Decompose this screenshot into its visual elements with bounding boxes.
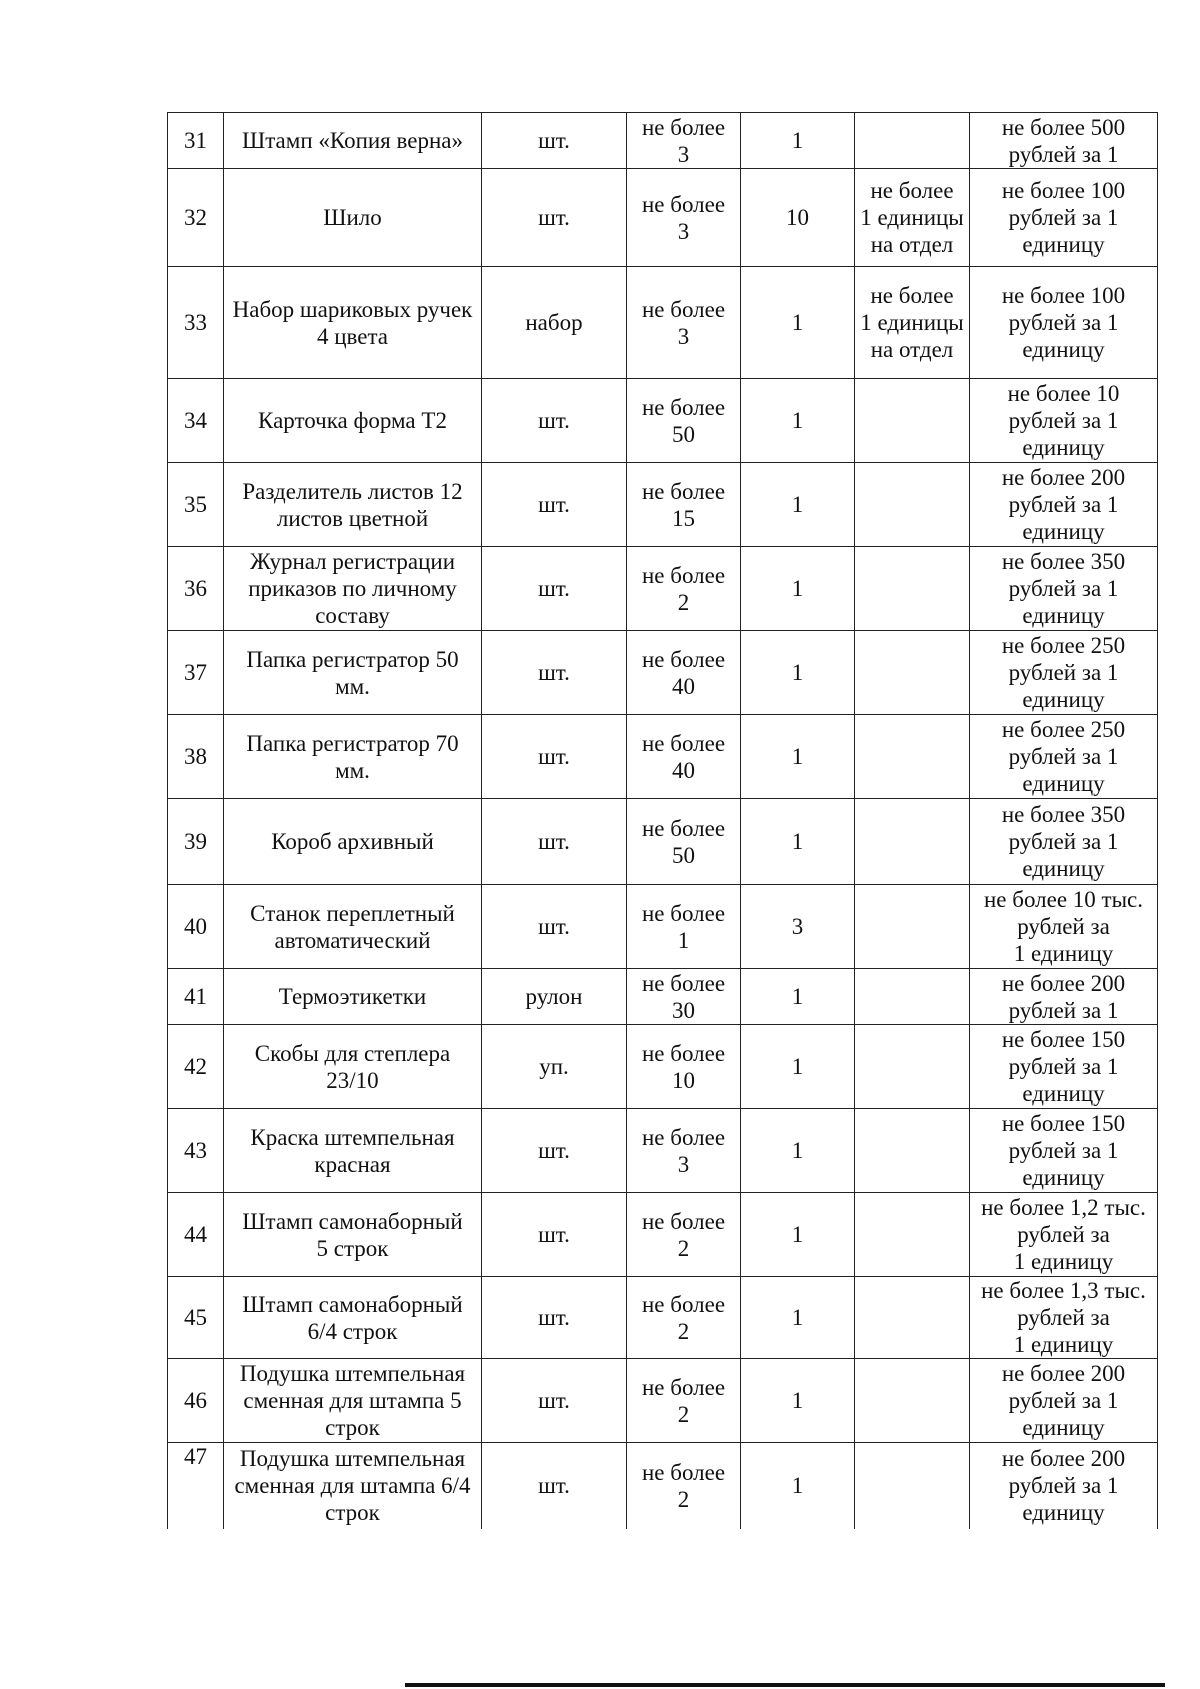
row-number-cell: 39 xyxy=(168,799,224,885)
count-cell: 1 xyxy=(741,969,855,1025)
table-row xyxy=(168,1277,1158,1359)
unit-cell: шт. xyxy=(482,885,627,969)
quantity-cell: не более 2 xyxy=(627,1277,741,1359)
price-limit-cell: не более 250 рублей за 1 единицу xyxy=(970,631,1158,715)
item-name-cell: Штамп самонаборный 6/4 строк xyxy=(224,1277,482,1359)
price-limit-cell: не более 100 рублей за 1 единицу xyxy=(970,267,1158,379)
quantity-cell: не более 2 xyxy=(627,1193,741,1277)
table-row xyxy=(168,1109,1158,1193)
norm-cell xyxy=(855,379,970,463)
quantity-cell: не более 10 xyxy=(627,1025,741,1109)
norm-cell xyxy=(855,631,970,715)
price-limit-cell: не более 350 рублей за 1 единицу xyxy=(970,799,1158,885)
row-number-cell: 37 xyxy=(168,631,224,715)
count-cell: 3 xyxy=(741,885,855,969)
row-number-cell: 35 xyxy=(168,463,224,547)
quantity-cell: не более 1 xyxy=(627,885,741,969)
row-number-cell: 31 xyxy=(168,113,224,169)
unit-cell: шт. xyxy=(482,1109,627,1193)
quantity-cell: не более 50 xyxy=(627,799,741,885)
unit-cell: шт. xyxy=(482,1359,627,1443)
norm-cell xyxy=(855,715,970,799)
count-cell: 1 xyxy=(741,1193,855,1277)
norm-cell xyxy=(855,1025,970,1109)
quantity-cell: не более 15 xyxy=(627,463,741,547)
unit-cell: рулон xyxy=(482,969,627,1025)
count-cell: 1 xyxy=(741,799,855,885)
quantity-cell: не более 3 xyxy=(627,169,741,267)
price-limit-cell: не более 150 рублей за 1 единицу xyxy=(970,1025,1158,1109)
price-limit-cell: не более 100 рублей за 1 единицу xyxy=(970,169,1158,267)
count-cell: 1 xyxy=(741,267,855,379)
row-number-cell: 44 xyxy=(168,1193,224,1277)
unit-cell: шт. xyxy=(482,1443,627,1529)
norm-cell xyxy=(855,969,970,1025)
quantity-cell: не более 40 xyxy=(627,631,741,715)
quantity-cell: не более 3 xyxy=(627,267,741,379)
price-limit-cell: не более 200 рублей за 1 единицу xyxy=(970,463,1158,547)
table-row xyxy=(168,885,1158,969)
row-number-cell: 33 xyxy=(168,267,224,379)
item-name-cell: Короб архивный xyxy=(224,799,482,885)
item-name-cell: Карточка форма Т2 xyxy=(224,379,482,463)
row-number-cell: 45 xyxy=(168,1277,224,1359)
count-cell: 1 xyxy=(741,463,855,547)
unit-cell: шт. xyxy=(482,715,627,799)
table-row xyxy=(168,547,1158,631)
unit-cell: шт. xyxy=(482,547,627,631)
item-name-cell: Подушка штемпельная сменная для штампа 6/4 строк xyxy=(224,1443,482,1529)
row-number-cell: 40 xyxy=(168,885,224,969)
supplies-table xyxy=(167,112,1158,1529)
count-cell: 1 xyxy=(741,1025,855,1109)
table-row xyxy=(168,113,1158,169)
item-name-cell: Станок переплетный автоматический xyxy=(224,885,482,969)
quantity-cell: не более 40 xyxy=(627,715,741,799)
quantity-cell: не более 2 xyxy=(627,547,741,631)
table-row xyxy=(168,1443,1158,1529)
count-cell: 10 xyxy=(741,169,855,267)
table-row xyxy=(168,379,1158,463)
row-number-cell: 34 xyxy=(168,379,224,463)
count-cell: 1 xyxy=(741,1109,855,1193)
quantity-cell: не более 3 xyxy=(627,113,741,169)
bottom-rule xyxy=(405,1683,1165,1687)
table-row xyxy=(168,267,1158,379)
item-name-cell: Папка регистратор 50 мм. xyxy=(224,631,482,715)
count-cell: 1 xyxy=(741,547,855,631)
norm-cell xyxy=(855,1109,970,1193)
norm-cell xyxy=(855,1359,970,1443)
unit-cell: шт. xyxy=(482,379,627,463)
price-limit-cell: не более 1,3 тыс. рублей за 1 единицу xyxy=(970,1277,1158,1359)
price-limit-cell: не более 200 рублей за 1 единицу xyxy=(970,1443,1158,1529)
row-number-cell: 46 xyxy=(168,1359,224,1443)
count-cell: 1 xyxy=(741,1277,855,1359)
count-cell: 1 xyxy=(741,113,855,169)
price-limit-cell: не более 200 рублей за 1 единицу xyxy=(970,1359,1158,1443)
item-name-cell: Термоэтикетки xyxy=(224,969,482,1025)
row-number-cell: 42 xyxy=(168,1025,224,1109)
price-limit-cell: не более 1,2 тыс. рублей за 1 единицу xyxy=(970,1193,1158,1277)
unit-cell: шт. xyxy=(482,1193,627,1277)
item-name-cell: Подушка штемпельная сменная для штампа 5 строк xyxy=(224,1359,482,1443)
table-row xyxy=(168,169,1158,267)
item-name-cell: Набор шариковых ручек 4 цвета xyxy=(224,267,482,379)
price-limit-cell: не более 150 рублей за 1 единицу xyxy=(970,1109,1158,1193)
norm-cell xyxy=(855,463,970,547)
row-number-cell: 41 xyxy=(168,969,224,1025)
item-name-cell: Разделитель листов 12 листов цветной xyxy=(224,463,482,547)
unit-cell: шт. xyxy=(482,113,627,169)
item-name-cell: Папка регистратор 70 мм. xyxy=(224,715,482,799)
norm-cell xyxy=(855,885,970,969)
row-number-cell: 38 xyxy=(168,715,224,799)
item-name-cell: Краска штемпельная красная xyxy=(224,1109,482,1193)
norm-cell xyxy=(855,1277,970,1359)
norm-cell xyxy=(855,1193,970,1277)
table-row xyxy=(168,1193,1158,1277)
item-name-cell: Шило xyxy=(224,169,482,267)
count-cell: 1 xyxy=(741,631,855,715)
price-limit-cell: не более 350 рублей за 1 единицу xyxy=(970,547,1158,631)
unit-cell: шт. xyxy=(482,169,627,267)
item-name-cell: Штамп самонаборный 5 строк xyxy=(224,1193,482,1277)
price-limit-cell: не более 200 рублей за 1 xyxy=(970,969,1158,1025)
table-row xyxy=(168,1359,1158,1443)
row-number-cell: 43 xyxy=(168,1109,224,1193)
count-cell: 1 xyxy=(741,1359,855,1443)
norm-cell xyxy=(855,799,970,885)
quantity-cell: не более 30 xyxy=(627,969,741,1025)
table-row xyxy=(168,969,1158,1025)
price-limit-cell: не более 10 рублей за 1 единицу xyxy=(970,379,1158,463)
table-row xyxy=(168,631,1158,715)
norm-cell: не более 1 единицы на отдел xyxy=(855,267,970,379)
table-row xyxy=(168,1025,1158,1109)
quantity-cell: не более 50 xyxy=(627,379,741,463)
price-limit-cell: не более 500 рублей за 1 xyxy=(970,113,1158,169)
unit-cell: уп. xyxy=(482,1025,627,1109)
unit-cell: набор xyxy=(482,267,627,379)
row-number-cell: 32 xyxy=(168,169,224,267)
row-number-cell: 36 xyxy=(168,547,224,631)
unit-cell: шт. xyxy=(482,1277,627,1359)
count-cell: 1 xyxy=(741,715,855,799)
price-limit-cell: не более 250 рублей за 1 единицу xyxy=(970,715,1158,799)
row-number-cell: 47 xyxy=(168,1443,224,1529)
quantity-cell: не более 3 xyxy=(627,1109,741,1193)
item-name-cell: Журнал регистрации приказов по личному составу xyxy=(224,547,482,631)
table-row xyxy=(168,463,1158,547)
norm-cell xyxy=(855,1443,970,1529)
unit-cell: шт. xyxy=(482,799,627,885)
quantity-cell: не более 2 xyxy=(627,1443,741,1529)
table-row xyxy=(168,799,1158,885)
item-name-cell: Штамп «Копия верна» xyxy=(224,113,482,169)
norm-cell: не более 1 единицы на отдел xyxy=(855,169,970,267)
quantity-cell: не более 2 xyxy=(627,1359,741,1443)
count-cell: 1 xyxy=(741,1443,855,1529)
norm-cell xyxy=(855,113,970,169)
norm-cell xyxy=(855,547,970,631)
item-name-cell: Скобы для степлера 23/10 xyxy=(224,1025,482,1109)
table-row xyxy=(168,715,1158,799)
unit-cell: шт. xyxy=(482,631,627,715)
table-body xyxy=(168,113,1158,1529)
unit-cell: шт. xyxy=(482,463,627,547)
count-cell: 1 xyxy=(741,379,855,463)
price-limit-cell: не более 10 тыс. рублей за 1 единицу xyxy=(970,885,1158,969)
